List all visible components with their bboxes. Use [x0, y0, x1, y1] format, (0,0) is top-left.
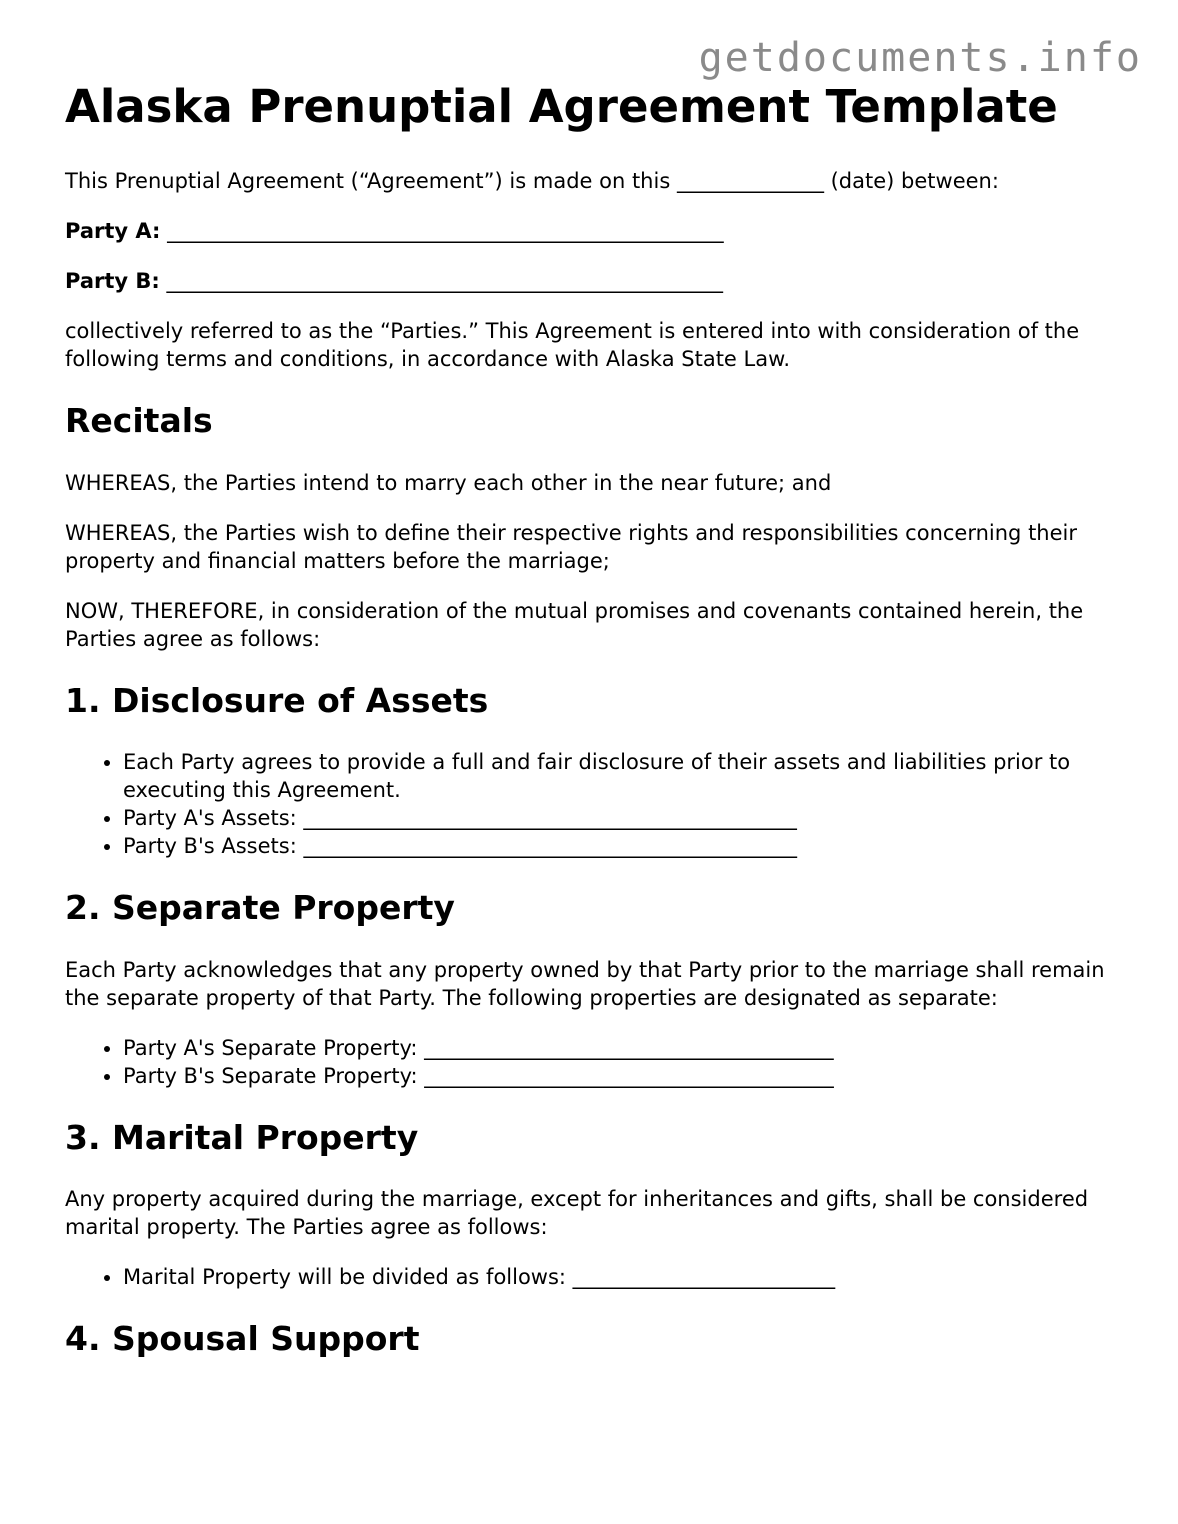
list-item: • Party B's Separate Property: _______________________________________: [123, 1062, 1125, 1090]
party-a-line: [65, 217, 1125, 245]
intro-paragraph: This Prenuptial Agreement (“Agreement”) is made on this ______________ (date) between:: [65, 169, 999, 193]
watermark: getdocuments.info: [698, 35, 1142, 81]
party-a-label: Party A:: [65, 219, 161, 243]
collective-paragraph: collectively referred to as the “Parties.” This Agreement is entered into with consideration of the following terms and conditions, in accordance with Alaska State Law.: [65, 319, 1080, 371]
section-3-list: [65, 1263, 1125, 1291]
recital-whereas-1: WHEREAS, the Parties intend to marry each other in the near future; and: [65, 470, 832, 495]
section-1-list: [65, 748, 1125, 860]
party-b-blank: _____________________________________________________: [166, 269, 723, 293]
list-item: • Party A's Separate Property: _______________________________________: [123, 1034, 1125, 1062]
section-2-heading: 2. Separate Property: [65, 888, 455, 928]
document-title: Alaska Prenuptial Agreement Template: [65, 80, 1058, 133]
list-item: • Party A's Assets: _______________________________________________: [123, 804, 1125, 832]
section-2-paragraph: Each Party acknowledges that any property owned by that Party prior to the marriage shall remain the separate property of that Party. The following properties are designated as separate:: [65, 957, 1105, 1010]
list-item: • Marital Property will be divided as follows: _________________________: [123, 1263, 1125, 1291]
party-b-label: Party B:: [65, 269, 160, 293]
list-item: • Each Party agrees to provide a full and fair disclosure of their assets and liabilities prior to executing this Agreement.: [123, 748, 1125, 804]
party-a-blank: _____________________________________________________: [167, 219, 724, 243]
section-3-heading: 3. Marital Property: [65, 1117, 419, 1157]
document-page: [65, 80, 1125, 1359]
section-3-paragraph: Any property acquired during the marriage, except for inheritances and gifts, shall be considered marital property. The Parties agree as follows:: [65, 1187, 1089, 1240]
recitals-heading: Recitals: [65, 401, 213, 440]
recital-now-therefore: NOW, THEREFORE, in consideration of the mutual promises and covenants contained herein, the Parties agree as follows:: [65, 598, 1084, 651]
section-4-heading: 4. Spousal Support: [65, 1319, 420, 1359]
list-item: • Party B's Assets: _______________________________________________: [123, 832, 1125, 860]
section-1-heading: 1. Disclosure of Assets: [65, 680, 489, 720]
party-b-line: [65, 267, 1125, 295]
section-2-list: [65, 1034, 1125, 1090]
recital-whereas-2: WHEREAS, the Parties wish to define their respective rights and responsibilities concerning their property and financial matters before the marriage;: [65, 520, 1077, 573]
